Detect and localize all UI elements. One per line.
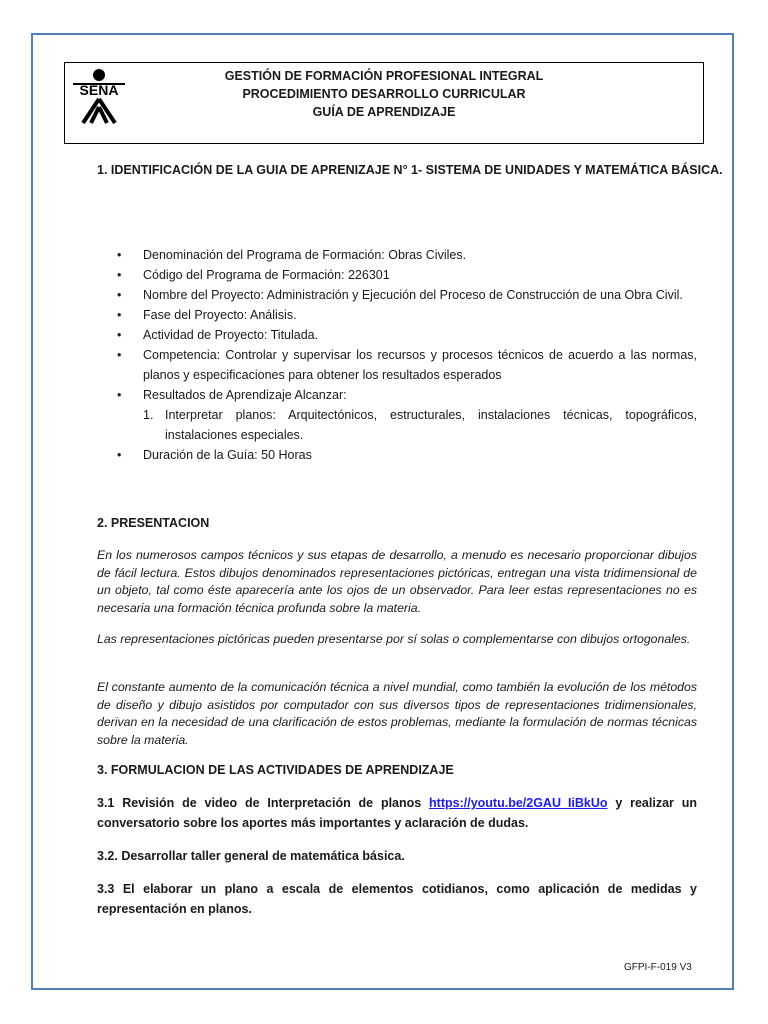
presentation-paragraph-1: En los numerosos campos técnicos y sus etapas de desarrollo, a menudo es necesario proporcionar dibujos de fácil lectura. Estos dibujos denominados representaciones pictóricas, entregan una vista tridimensional de un objeto, tal como éste aparecería ante los ojos de un observador. Para leer estas representaciones no es necesaria una formación técnica profunda sobre la materia. bbox=[97, 548, 697, 615]
presentation-paragraph-3: El constante aumento de la comunicación técnica a nivel mundial, como también la evolución de los métodos de diseño y dibujo asistidos por computador con sus diversos tipos de representaciones tridimensionales, derivan en la necesidad de una clarificación de estos problemas, mediante la formulación de normas técnicas sobre la materia. bbox=[97, 680, 697, 747]
list-item: • Código del Programa de Formación: 226301 bbox=[97, 265, 697, 285]
activity-3-2: 3.2. Desarrollar taller general de matemática básica. bbox=[97, 849, 405, 863]
section-2-title: 2. PRESENTACION bbox=[97, 516, 210, 530]
activity-3-3: 3.3 El elaborar un plano a escala de elementos cotidianos, como aplicación de medidas y representación en planos. bbox=[97, 882, 697, 916]
list-item: • Denominación del Programa de Formación: Obras Civiles. bbox=[97, 245, 697, 265]
activity-3-1: 3.1 Revisión de video de Interpretación de planos https://youtu.be/2GAU_IiBkUo y realizar un conversatorio sobre los aportes más importantes y aclaración de dudas. bbox=[97, 796, 697, 830]
bullet-icon: • bbox=[117, 288, 122, 302]
document-header bbox=[64, 62, 704, 144]
section-3-title: 3. FORMULACION DE LAS ACTIVIDADES DE APRENDIZAJE bbox=[97, 763, 454, 777]
identification-list bbox=[97, 245, 697, 465]
bullet-icon: • bbox=[117, 448, 122, 462]
bullet-icon: • bbox=[117, 348, 122, 362]
learning-results-list bbox=[143, 405, 697, 445]
list-item: • Duración de la Guía: 50 Horas bbox=[97, 445, 697, 465]
list-item: • Nombre del Proyecto: Administración y Ejecución del Proceso de Construcción de una Obra Civil. bbox=[97, 285, 697, 305]
header-line-1: GESTIÓN DE FORMACIÓN PROFESIONAL INTEGRAL bbox=[224, 69, 544, 83]
form-code: GFPI-F-019 V3 bbox=[624, 962, 692, 973]
sena-logo-text: SENA bbox=[79, 82, 119, 98]
bullet-icon: • bbox=[117, 328, 122, 342]
header-line-3: GUÍA DE APRENDIZAJE bbox=[312, 105, 456, 119]
section-1-title: 1. IDENTIFICACIÓN DE LA GUIA DE APRENIZAJE N° 1- SISTEMA DE UNIDADES Y MATEMÁTICA BÁSICA. bbox=[97, 163, 723, 177]
bullet-icon: • bbox=[117, 388, 122, 402]
presentation-paragraph-2: Las representaciones pictóricas pueden presentarse por sí solas o complementarse con dibujos ortogonales. bbox=[97, 632, 691, 646]
bullet-icon: • bbox=[117, 268, 122, 282]
sub-item-number: 1. bbox=[143, 408, 154, 422]
bullet-icon: • bbox=[117, 308, 122, 322]
list-item: • Fase del Proyecto: Análisis. bbox=[97, 305, 697, 325]
list-item: • Actividad de Proyecto: Titulada. bbox=[97, 325, 697, 345]
list-item: • Resultados de Aprendizaje Alcanzar: 1. Interpretar planos: Arquitectónicos, estructurales, instalaciones técnicas, topográficos, instalaciones especiales. bbox=[97, 385, 697, 445]
list-item: • Competencia: Controlar y supervisar los recursos y procesos técnicos de acuerdo a las normas, planos y especificaciones para obtener los resultados esperados bbox=[97, 345, 697, 385]
bullet-icon: • bbox=[117, 248, 122, 262]
sub-list-item: 1. Interpretar planos: Arquitectónicos, estructurales, instalaciones técnicas, topográficos, instalaciones especiales. bbox=[143, 405, 697, 445]
video-link[interactable]: https://youtu.be/2GAU_IiBkUo bbox=[429, 796, 608, 810]
header-line-2: PROCEDIMIENTO DESARROLLO CURRICULAR bbox=[242, 87, 526, 101]
